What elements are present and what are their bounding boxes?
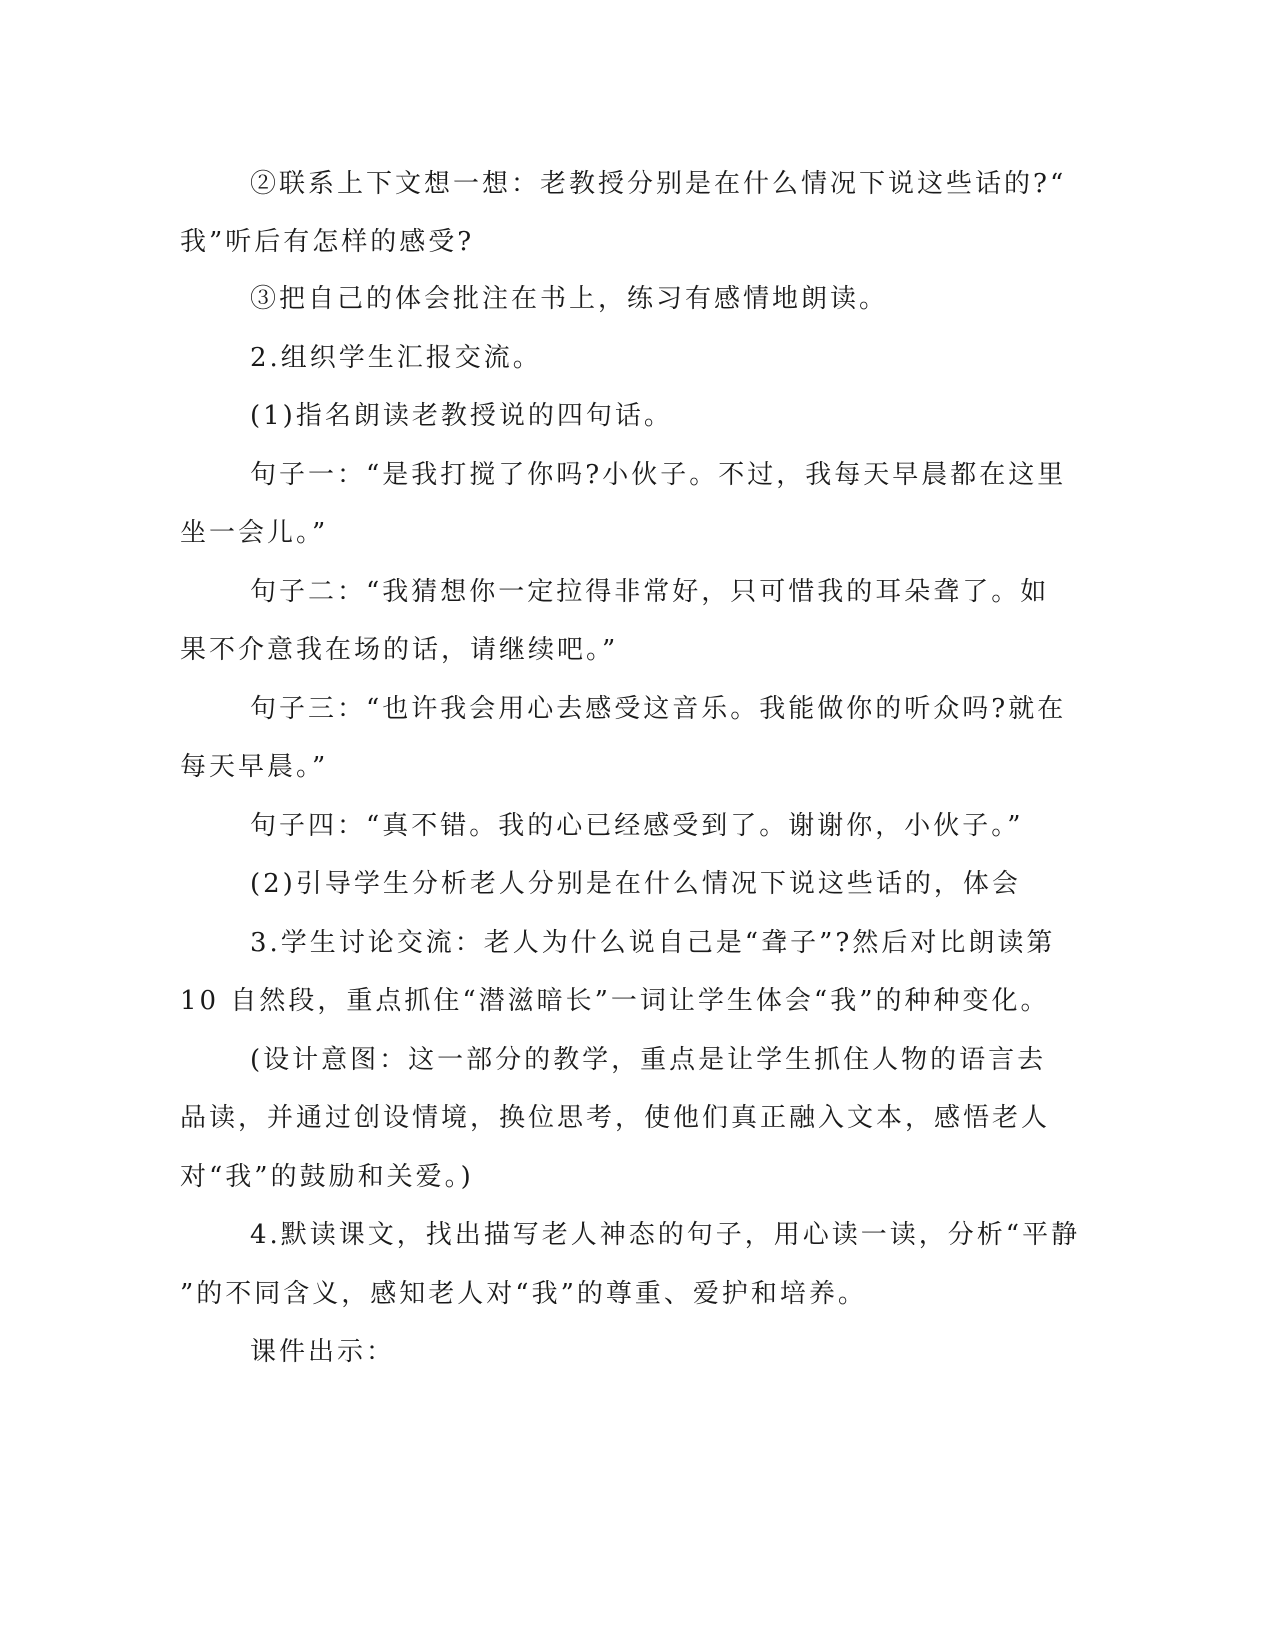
paragraph-line: 句子二：“我猜想你一定拉得非常好，只可惜我的耳朵聋了。如	[250, 577, 1050, 607]
paragraph-line: 对“我”的鼓励和关爱。)	[180, 1162, 474, 1192]
paragraph-line: 3.学生讨论交流：老人为什么说自己是“聋子”?然后对比朗读第	[250, 928, 1056, 958]
paragraph-line: 坐一会儿。”	[180, 518, 329, 548]
paragraph-line: ②联系上下文想一想：老教授分别是在什么情况下说这些话的?“	[250, 169, 1067, 199]
paragraph-line: 我”听后有怎样的感受?	[180, 227, 475, 257]
paragraph-line: 句子四：“真不错。我的心已经感受到了。谢谢你，小伙子。”	[250, 811, 1024, 841]
paragraph-line: 2.组织学生汇报交流。	[250, 343, 542, 373]
paragraph-line: 课件出示：	[250, 1337, 396, 1367]
paragraph-line: 果不介意我在场的话，请继续吧。”	[180, 635, 619, 665]
paragraph-line: ③把自己的体会批注在书上，练习有感情地朗读。	[250, 284, 889, 314]
paragraph-line: ”的不同含义，感知老人对“我”的尊重、爱护和培养。	[180, 1279, 867, 1309]
paragraph-line: 10 自然段，重点抓住“潜滋暗长”一词让学生体会“我”的种种变化。	[180, 986, 1050, 1016]
paragraph-line: (设计意图：这一部分的教学，重点是让学生抓住人物的语言去	[250, 1045, 1047, 1075]
paragraph-line: (1)指名朗读老教授说的四句话。	[250, 401, 673, 431]
paragraph-line: 品读，并通过创设情境，换位思考，使他们真正融入文本，感悟老人	[180, 1103, 1051, 1133]
paragraph-line: 句子一：“是我打搅了你吗?小伙子。不过，我每天早晨都在这里	[250, 460, 1067, 490]
paragraph-line: 4.默读课文，找出描写老人神态的句子，用心读一读，分析“平静	[250, 1220, 1081, 1250]
paragraph-line: 每天早晨。”	[180, 752, 329, 782]
paragraph-line: (2)引导学生分析老人分别是在什么情况下说这些话的，体会	[250, 869, 1021, 899]
paragraph-line: 句子三：“也许我会用心去感受这音乐。我能做你的听众吗?就在	[250, 694, 1067, 724]
